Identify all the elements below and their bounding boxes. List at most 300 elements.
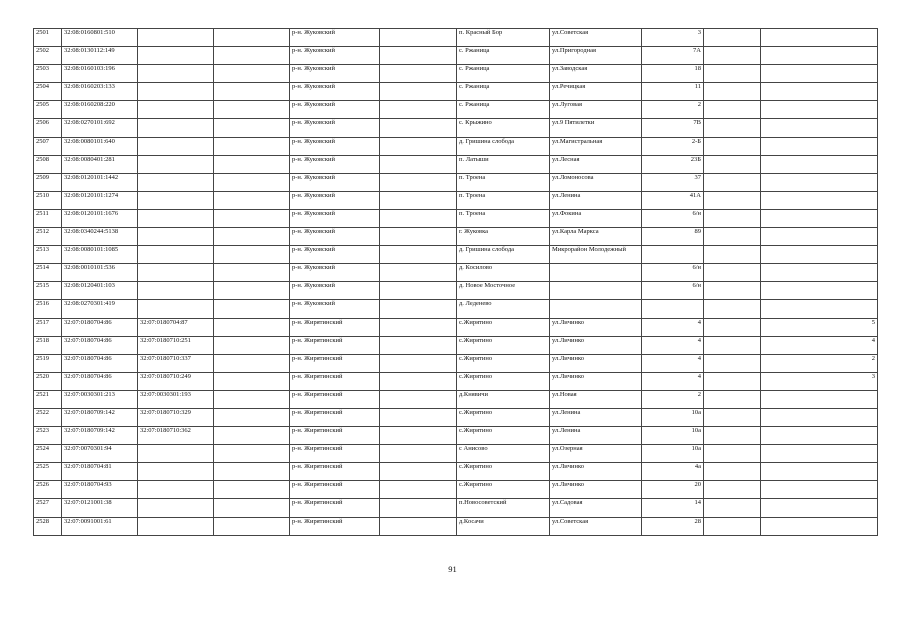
cell-c5: [380, 264, 457, 282]
cell-district: р-н. Жирятинский: [290, 445, 380, 463]
cell-cad2: [138, 499, 214, 517]
cell-n: 2512: [34, 228, 62, 246]
cell-house: [642, 300, 704, 318]
cell-district: р-н. Жирятинский: [290, 390, 380, 408]
cell-cad2: [138, 173, 214, 191]
cell-c5: [380, 390, 457, 408]
cell-apt: [704, 101, 761, 119]
cell-cad1: 32:07:0180704:86: [62, 336, 138, 354]
cell-settlement: с. Ржаница: [457, 83, 550, 101]
cell-house: 28: [642, 517, 704, 535]
cell-cad1: 32:08:0160203:133: [62, 83, 138, 101]
cell-district: р-н. Жуковский: [290, 228, 380, 246]
cell-c3: [214, 264, 290, 282]
cell-street: ул.Личинко: [550, 354, 642, 372]
cell-c3: [214, 372, 290, 390]
cell-c5: [380, 173, 457, 191]
cell-n: 2526: [34, 481, 62, 499]
cell-house: 2: [642, 101, 704, 119]
cell-apt: [704, 209, 761, 227]
cell-cad1: 32:07:0030301:213: [62, 390, 138, 408]
cell-c10: [761, 517, 878, 535]
cell-settlement: с.Жирятино: [457, 354, 550, 372]
cell-district: р-н. Жирятинский: [290, 336, 380, 354]
cell-settlement: с. Ржаница: [457, 65, 550, 83]
cell-cad1: 32:07:0180704:93: [62, 481, 138, 499]
cell-cad1: 32:08:0120401:103: [62, 282, 138, 300]
cell-street: ул.Речицкая: [550, 83, 642, 101]
cell-street: ул.Заводская: [550, 65, 642, 83]
cell-c3: [214, 336, 290, 354]
cell-street: ул.Карла Маркса: [550, 228, 642, 246]
cell-apt: [704, 155, 761, 173]
cell-street: [550, 264, 642, 282]
registry-table: [33, 28, 878, 536]
table-row: [34, 155, 878, 173]
cell-settlement: д. Новое Мосточное: [457, 282, 550, 300]
cell-settlement: с.Жирятино: [457, 427, 550, 445]
cell-settlement: п. Троена: [457, 173, 550, 191]
table-row: [34, 282, 878, 300]
cell-house: 20: [642, 481, 704, 499]
cell-cad1: 32:08:0160208:220: [62, 101, 138, 119]
cell-apt: [704, 445, 761, 463]
cell-c3: [214, 137, 290, 155]
cell-n: 2525: [34, 463, 62, 481]
cell-c5: [380, 155, 457, 173]
cell-cad1: 32:08:0120101:1442: [62, 173, 138, 191]
cell-settlement: г. Жуковка: [457, 228, 550, 246]
cell-cad2: [138, 246, 214, 264]
cell-n: 2510: [34, 191, 62, 209]
table-row: [34, 408, 878, 426]
cell-settlement: д. Гришина слобода: [457, 137, 550, 155]
cell-house: 4а: [642, 463, 704, 481]
cell-c10: [761, 246, 878, 264]
cell-street: ул.Фокина: [550, 209, 642, 227]
cell-c3: [214, 517, 290, 535]
cell-cad2: 32:07:0180704:87: [138, 318, 214, 336]
cell-cad1: 32:08:0160801:510: [62, 29, 138, 47]
cell-house: 18: [642, 65, 704, 83]
cell-cad2: 32:07:0180710:362: [138, 427, 214, 445]
cell-district: р-н. Жуковский: [290, 209, 380, 227]
cell-house: 4: [642, 372, 704, 390]
cell-n: 2518: [34, 336, 62, 354]
cell-apt: [704, 228, 761, 246]
cell-c10: [761, 155, 878, 173]
cell-cad1: 32:07:0180704:86: [62, 318, 138, 336]
cell-cad1: 32:08:0160103:196: [62, 65, 138, 83]
cell-apt: [704, 29, 761, 47]
cell-house: 6/н: [642, 209, 704, 227]
cell-settlement: д. Косилово: [457, 264, 550, 282]
cell-settlement: с. Крыжино: [457, 119, 550, 137]
cell-cad1: 32:08:0270301:419: [62, 300, 138, 318]
cell-apt: [704, 354, 761, 372]
cell-cad1: 32:07:0180704:86: [62, 372, 138, 390]
table-row: [34, 445, 878, 463]
cell-c5: [380, 119, 457, 137]
cell-n: 2521: [34, 390, 62, 408]
table-row: [34, 463, 878, 481]
cell-district: р-н. Жуковский: [290, 101, 380, 119]
cell-c10: [761, 228, 878, 246]
cell-district: р-н. Жирятинский: [290, 517, 380, 535]
cell-settlement: с.Жирятино: [457, 372, 550, 390]
cell-district: р-н. Жуковский: [290, 47, 380, 65]
cell-c10: 2: [761, 354, 878, 372]
cell-house: 10а: [642, 445, 704, 463]
cell-c5: [380, 47, 457, 65]
cell-c10: 4: [761, 336, 878, 354]
cell-c5: [380, 427, 457, 445]
table-row: [34, 427, 878, 445]
table-row: [34, 372, 878, 390]
cell-cad2: [138, 29, 214, 47]
cell-cad1: 32:08:0120101:1274: [62, 191, 138, 209]
cell-c10: [761, 300, 878, 318]
cell-settlement: с.Жирятино: [457, 481, 550, 499]
cell-house: 3: [642, 29, 704, 47]
table-row: [34, 47, 878, 65]
cell-settlement: п. Латыши: [457, 155, 550, 173]
cell-house: 2-Б: [642, 137, 704, 155]
cell-c10: [761, 29, 878, 47]
cell-street: Микрорайон Молодежный: [550, 246, 642, 264]
cell-street: ул.Личинко: [550, 318, 642, 336]
cell-street: ул.Пригородная: [550, 47, 642, 65]
cell-district: р-н. Жуковский: [290, 137, 380, 155]
cell-district: р-н. Жуковский: [290, 119, 380, 137]
cell-cad2: [138, 282, 214, 300]
cell-cad1: 32:07:0091001:61: [62, 517, 138, 535]
table-row: [34, 228, 878, 246]
cell-c3: [214, 191, 290, 209]
table-row: [34, 191, 878, 209]
cell-c10: [761, 209, 878, 227]
table-row: [34, 173, 878, 191]
cell-district: р-н. Жирятинский: [290, 408, 380, 426]
cell-house: 10а: [642, 408, 704, 426]
cell-apt: [704, 246, 761, 264]
cell-c10: [761, 101, 878, 119]
table-row: [34, 83, 878, 101]
cell-house: [642, 246, 704, 264]
cell-c10: [761, 65, 878, 83]
cell-apt: [704, 372, 761, 390]
cell-c5: [380, 246, 457, 264]
cell-street: ул.Личинко: [550, 463, 642, 481]
cell-c3: [214, 101, 290, 119]
table-row: [34, 101, 878, 119]
cell-n: 2505: [34, 101, 62, 119]
cell-cad2: [138, 155, 214, 173]
cell-cad2: [138, 481, 214, 499]
cell-apt: [704, 300, 761, 318]
cell-cad2: [138, 101, 214, 119]
cell-c5: [380, 300, 457, 318]
cell-settlement: п. Красный Бор: [457, 29, 550, 47]
cell-c5: [380, 29, 457, 47]
cell-street: ул.Лесная: [550, 155, 642, 173]
table-row: [34, 119, 878, 137]
cell-district: р-н. Жуковский: [290, 65, 380, 83]
cell-c3: [214, 282, 290, 300]
table-row: [34, 481, 878, 499]
cell-cad1: 32:07:0070301:94: [62, 445, 138, 463]
cell-cad2: [138, 264, 214, 282]
cell-settlement: с.Жирятино: [457, 336, 550, 354]
cell-c10: [761, 173, 878, 191]
cell-house: 7В: [642, 119, 704, 137]
cell-settlement: д. Гришина слобода: [457, 246, 550, 264]
cell-street: [550, 282, 642, 300]
cell-c3: [214, 427, 290, 445]
cell-apt: [704, 137, 761, 155]
cell-apt: [704, 191, 761, 209]
cell-c5: [380, 228, 457, 246]
cell-district: р-н. Жирятинский: [290, 427, 380, 445]
cell-c10: [761, 445, 878, 463]
cell-house: 89: [642, 228, 704, 246]
cell-c3: [214, 246, 290, 264]
cell-cad2: [138, 83, 214, 101]
cell-house: 6/н: [642, 282, 704, 300]
cell-c5: [380, 282, 457, 300]
cell-c3: [214, 408, 290, 426]
cell-c3: [214, 47, 290, 65]
cell-street: ул.Личинко: [550, 372, 642, 390]
cell-c3: [214, 354, 290, 372]
cell-apt: [704, 47, 761, 65]
cell-c3: [214, 445, 290, 463]
table-row: [34, 390, 878, 408]
cell-apt: [704, 481, 761, 499]
cell-cad2: [138, 300, 214, 318]
cell-district: р-н. Жуковский: [290, 282, 380, 300]
cell-cad2: [138, 65, 214, 83]
cell-house: 10а: [642, 427, 704, 445]
cell-c3: [214, 155, 290, 173]
table-row: [34, 318, 878, 336]
cell-c3: [214, 173, 290, 191]
cell-settlement: д. Леденево: [457, 300, 550, 318]
cell-settlement: д.Косачи: [457, 517, 550, 535]
cell-settlement: с. Ржаница: [457, 47, 550, 65]
cell-apt: [704, 119, 761, 137]
cell-cad2: [138, 445, 214, 463]
cell-district: р-н. Жирятинский: [290, 463, 380, 481]
cell-settlement: с. Ржаница: [457, 101, 550, 119]
cell-district: р-н. Жуковский: [290, 29, 380, 47]
table-body: [34, 29, 878, 536]
cell-street: ул.Личинко: [550, 481, 642, 499]
table-row: [34, 300, 878, 318]
cell-house: 7А: [642, 47, 704, 65]
cell-street: ул.Советская: [550, 29, 642, 47]
cell-street: ул.Садовая: [550, 499, 642, 517]
cell-c5: [380, 517, 457, 535]
table-row: [34, 65, 878, 83]
cell-c3: [214, 83, 290, 101]
cell-street: ул.Ленина: [550, 408, 642, 426]
cell-n: 2515: [34, 282, 62, 300]
cell-cad1: 32:08:0080101:1085: [62, 246, 138, 264]
cell-n: 2508: [34, 155, 62, 173]
cell-cad1: 32:07:0180709:142: [62, 408, 138, 426]
cell-apt: [704, 318, 761, 336]
cell-cad1: 32:07:0121001:38: [62, 499, 138, 517]
cell-c5: [380, 481, 457, 499]
cell-n: 2522: [34, 408, 62, 426]
table-row: [34, 336, 878, 354]
cell-district: р-н. Жуковский: [290, 264, 380, 282]
cell-c5: [380, 209, 457, 227]
cell-cad1: 32:08:0080101:640: [62, 137, 138, 155]
cell-cad1: 32:08:0130112:149: [62, 47, 138, 65]
cell-district: р-н. Жирятинский: [290, 481, 380, 499]
cell-apt: [704, 282, 761, 300]
cell-apt: [704, 463, 761, 481]
cell-c3: [214, 318, 290, 336]
cell-apt: [704, 264, 761, 282]
cell-c10: [761, 137, 878, 155]
cell-c10: [761, 119, 878, 137]
cell-settlement: д.Княвичи: [457, 390, 550, 408]
cell-c5: [380, 408, 457, 426]
cell-n: 2514: [34, 264, 62, 282]
page-number: 91: [448, 564, 457, 574]
cell-street: ул.Советская: [550, 517, 642, 535]
cell-c3: [214, 481, 290, 499]
cell-street: [550, 300, 642, 318]
cell-n: 2516: [34, 300, 62, 318]
cell-c3: [214, 29, 290, 47]
cell-settlement: с Анисово: [457, 445, 550, 463]
cell-c3: [214, 209, 290, 227]
cell-n: 2504: [34, 83, 62, 101]
cell-district: р-н. Жуковский: [290, 83, 380, 101]
cell-cad1: 32:07:0180704:81: [62, 463, 138, 481]
cell-street: ул.Озерная: [550, 445, 642, 463]
cell-apt: [704, 65, 761, 83]
cell-apt: [704, 83, 761, 101]
cell-c10: 3: [761, 372, 878, 390]
cell-street: ул.Ленина: [550, 191, 642, 209]
cell-cad2: [138, 209, 214, 227]
cell-c5: [380, 499, 457, 517]
cell-district: р-н. Жуковский: [290, 191, 380, 209]
cell-settlement: с.Жирятино: [457, 318, 550, 336]
cell-district: р-н. Жирятинский: [290, 318, 380, 336]
table-row: [34, 264, 878, 282]
cell-street: ул.Магистральная: [550, 137, 642, 155]
cell-cad2: 32:07:0180710:337: [138, 354, 214, 372]
cell-n: 2503: [34, 65, 62, 83]
cell-cad1: 32:07:0180704:86: [62, 354, 138, 372]
cell-c5: [380, 336, 457, 354]
cell-street: ул.9 Пятилетки: [550, 119, 642, 137]
cell-cad1: 32:08:0340244:5138: [62, 228, 138, 246]
cell-street: ул.Луговая: [550, 101, 642, 119]
cell-house: 41А: [642, 191, 704, 209]
cell-n: 2524: [34, 445, 62, 463]
cell-c10: [761, 390, 878, 408]
cell-cad2: [138, 119, 214, 137]
cell-c5: [380, 463, 457, 481]
cell-apt: [704, 336, 761, 354]
table-row: [34, 354, 878, 372]
cell-cad2: [138, 228, 214, 246]
cell-c10: [761, 264, 878, 282]
cell-c3: [214, 119, 290, 137]
cell-apt: [704, 499, 761, 517]
cell-cad1: 32:08:0270101:692: [62, 119, 138, 137]
cell-c10: [761, 282, 878, 300]
cell-cad2: [138, 517, 214, 535]
cell-cad2: 32:07:0180710:329: [138, 408, 214, 426]
cell-c5: [380, 354, 457, 372]
cell-cad2: 32:07:0030301:193: [138, 390, 214, 408]
cell-n: 2507: [34, 137, 62, 155]
cell-c3: [214, 499, 290, 517]
cell-street: ул.Ленина: [550, 427, 642, 445]
cell-c3: [214, 300, 290, 318]
cell-n: 2520: [34, 372, 62, 390]
cell-settlement: п.Новосоветский: [457, 499, 550, 517]
cell-house: 14: [642, 499, 704, 517]
cell-c3: [214, 463, 290, 481]
cell-cad2: 32:07:0180710:251: [138, 336, 214, 354]
cell-apt: [704, 390, 761, 408]
cell-apt: [704, 173, 761, 191]
cell-n: 2501: [34, 29, 62, 47]
cell-n: 2502: [34, 47, 62, 65]
table-row: [34, 517, 878, 535]
cell-cad2: [138, 47, 214, 65]
cell-c5: [380, 191, 457, 209]
table-row: [34, 246, 878, 264]
cell-c3: [214, 390, 290, 408]
cell-c5: [380, 83, 457, 101]
cell-district: р-н. Жирятинский: [290, 499, 380, 517]
cell-cad2: [138, 191, 214, 209]
cell-n: 2519: [34, 354, 62, 372]
cell-district: р-н. Жуковский: [290, 173, 380, 191]
cell-street: ул.Ломоносова: [550, 173, 642, 191]
cell-n: 2528: [34, 517, 62, 535]
cell-c3: [214, 228, 290, 246]
cell-cad2: 32:07:0180710:249: [138, 372, 214, 390]
cell-district: р-н. Жуковский: [290, 155, 380, 173]
cell-cad2: [138, 137, 214, 155]
cell-c10: [761, 47, 878, 65]
cell-house: 4: [642, 354, 704, 372]
cell-n: 2513: [34, 246, 62, 264]
cell-c5: [380, 318, 457, 336]
cell-district: р-н. Жуковский: [290, 246, 380, 264]
cell-c5: [380, 372, 457, 390]
cell-house: 4: [642, 336, 704, 354]
cell-c10: [761, 481, 878, 499]
cell-c10: [761, 191, 878, 209]
cell-c10: [761, 499, 878, 517]
cell-settlement: п. Троена: [457, 191, 550, 209]
cell-cad1: 32:07:0180709:142: [62, 427, 138, 445]
cell-house: 2: [642, 390, 704, 408]
cell-c3: [214, 65, 290, 83]
